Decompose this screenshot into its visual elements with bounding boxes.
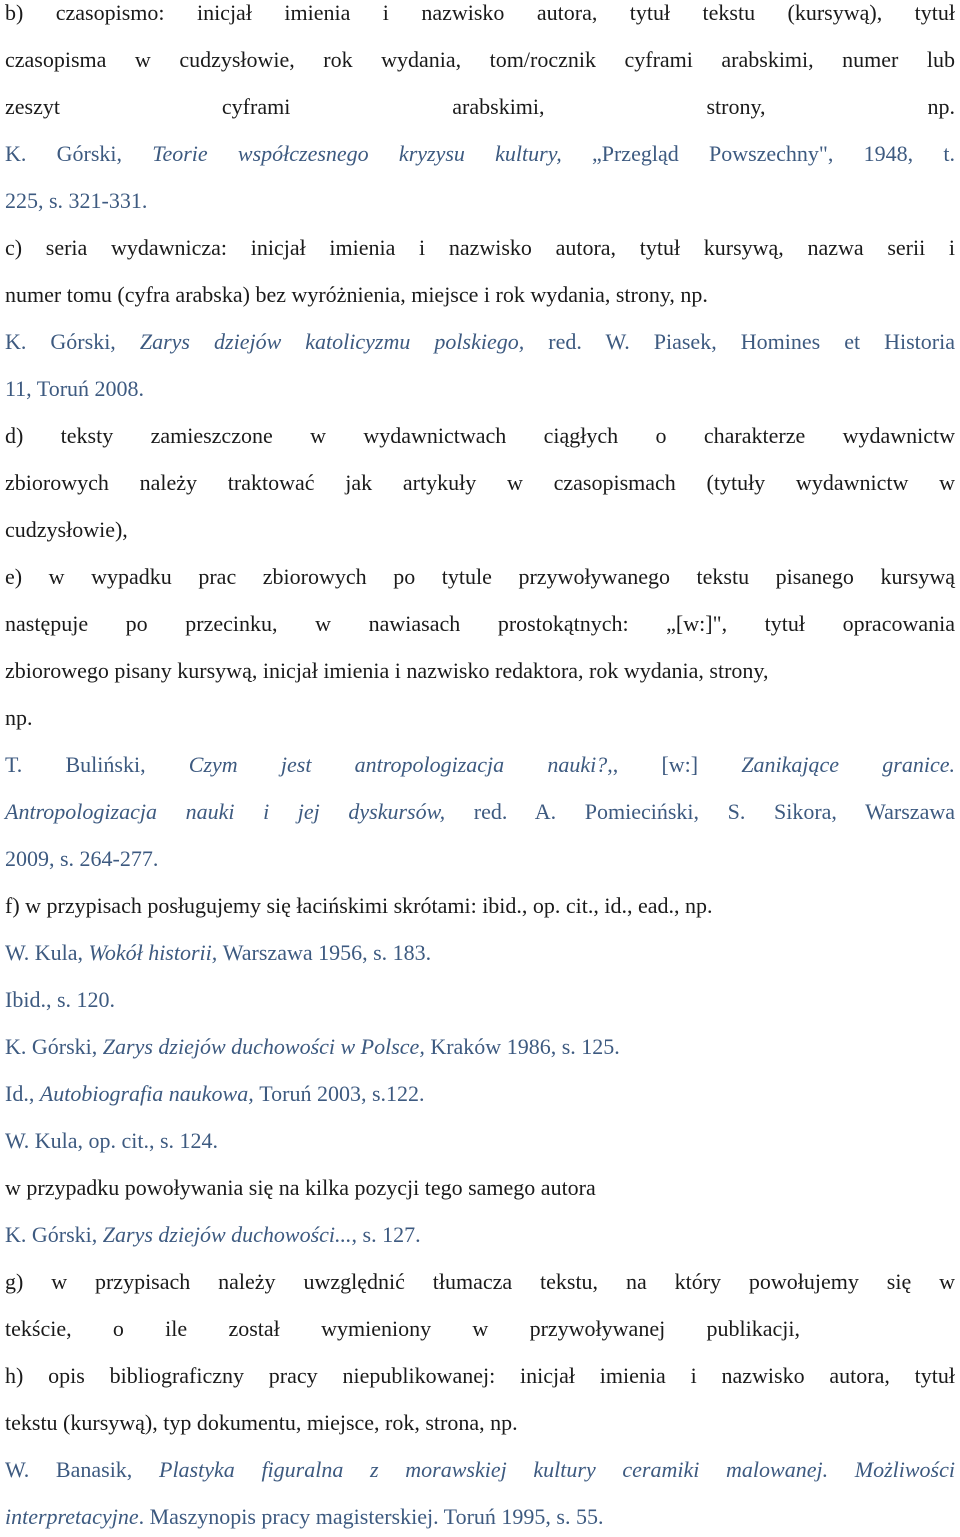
example-line (5, 750, 955, 780)
text-line (5, 609, 955, 639)
title-italic: Zarys dziejów duchowości w Polsce, (102, 1034, 431, 1059)
example-line (5, 938, 955, 968)
example-line (5, 1455, 955, 1485)
title-italic: interpretacyjne (5, 1504, 139, 1529)
title-italic: Wokół historii, (88, 940, 223, 965)
text-segment: w przypadku powoływania się na kilka pozycji tego samego autora (5, 1175, 596, 1200)
example-line (5, 374, 955, 404)
text-line (5, 421, 955, 451)
text-line (5, 92, 955, 122)
example-line (5, 327, 955, 357)
example-line (5, 1220, 955, 1250)
text-segment: 225, s. 321-331. (5, 188, 148, 213)
text-segment: Kraków 1986, s. 125. (430, 1034, 620, 1059)
text-segment: h) opis bibliograficzny pracy niepublikowanej: inicjał imienia i nazwisko autora, tytuł (5, 1363, 955, 1388)
example-line (5, 985, 955, 1015)
text-segment: Warszawa 1956, s. 183. (222, 940, 432, 965)
text-segment: zeszyt cyframi arabskimi, strony, np. (5, 94, 955, 119)
text-line (5, 45, 955, 75)
text-line (5, 1361, 955, 1391)
series: red. W. Piasek, Homines et Historia (548, 329, 955, 354)
text-line (5, 1408, 955, 1438)
author: K. Górski, (5, 1034, 103, 1059)
text-segment: ,, [w:] (607, 752, 742, 777)
text-segment: W. Kula, op. cit., s. 124. (5, 1128, 219, 1153)
example-line (5, 186, 955, 216)
author: W. Kula, (5, 940, 89, 965)
title-italic: Plastyka figuralna z morawskiej kultury ceramiki malowanej. Możliwości (159, 1457, 955, 1482)
title-italic: Antropologizacja nauki i jej dyskursów, (5, 799, 474, 824)
text-line (5, 703, 955, 733)
text-segment: tekstu (kursywą), typ dokumentu, miejsce, rok, strona, np. (5, 1410, 518, 1435)
text-segment: np. (5, 705, 33, 730)
text-segment: cudzysłowie), (5, 517, 128, 542)
example-line (5, 1032, 955, 1062)
editors: red. A. Pomieciński, S. Sikora, Warszawa (473, 799, 955, 824)
text-segment: numer tomu (cyfra arabska) bez wyróżnienia, miejsce i rok wydania, strony, np. (5, 282, 708, 307)
example-line (5, 844, 955, 874)
text-segment: c) seria wydawnicza: inicjał imienia i nazwisko autora, tytuł kursywą, nazwa serii i (5, 235, 955, 260)
example-line (5, 1079, 955, 1109)
text-segment: Toruń 2003, s.122. (259, 1081, 425, 1106)
text-segment: 2009, s. 264-277. (5, 846, 159, 871)
text-segment: f) w przypisach posługujemy się łacińskimi skrótami: ibid., op. cit., id., ead., np. (5, 893, 713, 918)
example-line (5, 1126, 955, 1156)
text-segment: zbiorowego pisany kursywą, inicjał imienia i nazwisko redaktora, rok wydania, strony, (5, 658, 769, 683)
text-segment: b) czasopismo: inicjał imienia i nazwisko autora, tytuł tekstu (kursywą), tytuł (5, 0, 955, 25)
text-segment: zbiorowych należy traktować jak artykuły w czasopismach (tytuły wydawnictw w (5, 470, 955, 495)
text-line (5, 468, 955, 498)
text-line (5, 1314, 800, 1344)
text-line (5, 280, 955, 310)
text-segment: Ibid., s. 120. (5, 987, 115, 1012)
title-italic: Teorie współczesnego kryzysu kultury, (152, 141, 592, 166)
title-italic: Zarys dziejów katolicyzmu polskiego, (139, 329, 549, 354)
text-line (5, 891, 955, 921)
text-segment: g) w przypisach należy uwzględnić tłumacza tekstu, na który powołujemy się w (5, 1269, 955, 1294)
example-line (5, 1502, 955, 1532)
author: W. Banasik, (5, 1457, 159, 1482)
text-line (5, 1267, 955, 1297)
example-line (5, 797, 955, 827)
text-segment: 11, Toruń 2008. (5, 376, 145, 401)
journal: „Przegląd Powszechny", 1948, t. (591, 141, 956, 166)
text-line (5, 233, 955, 263)
title-italic: Zanikające granice. (741, 752, 955, 777)
title-italic: Zarys dziejów duchowości... (102, 1222, 352, 1247)
text-segment: , s. 127. (351, 1222, 421, 1247)
text-segment: następuje po przecinku, w nawiasach prostokątnych: „[w:]", tytuł opracowania (5, 611, 955, 636)
author: K. Górski, (5, 329, 140, 354)
text-segment: tekście, o ile został wymieniony w przywoływanej publikacji, (5, 1316, 800, 1341)
text-line (5, 1173, 955, 1203)
text-line (5, 0, 955, 28)
text-segment: . Maszynopis pracy magisterskiej. Toruń 1995, s. 55. (138, 1504, 604, 1529)
text-line (5, 656, 955, 686)
author: T. Buliński, (5, 752, 189, 777)
text-segment: czasopisma w cudzysłowie, rok wydania, tom/rocznik cyframi arabskimi, numer lub (5, 47, 955, 72)
text-segment: d) teksty zamieszczone w wydawnictwach ciągłych o charakterze wydawnictw (5, 423, 955, 448)
example-line (5, 139, 955, 169)
author: Id., (5, 1081, 40, 1106)
text-line (5, 515, 955, 545)
text-line (5, 562, 955, 592)
text-segment: e) w wypadku prac zbiorowych po tytule przywoływanego tekstu pisanego kursywą (5, 564, 955, 589)
author: K. Górski, (5, 1222, 103, 1247)
title-italic: Autobiografia naukowa, (39, 1081, 260, 1106)
title-italic: Czym jest antropologizacja nauki? (188, 752, 608, 777)
author: K. Górski, (5, 141, 153, 166)
